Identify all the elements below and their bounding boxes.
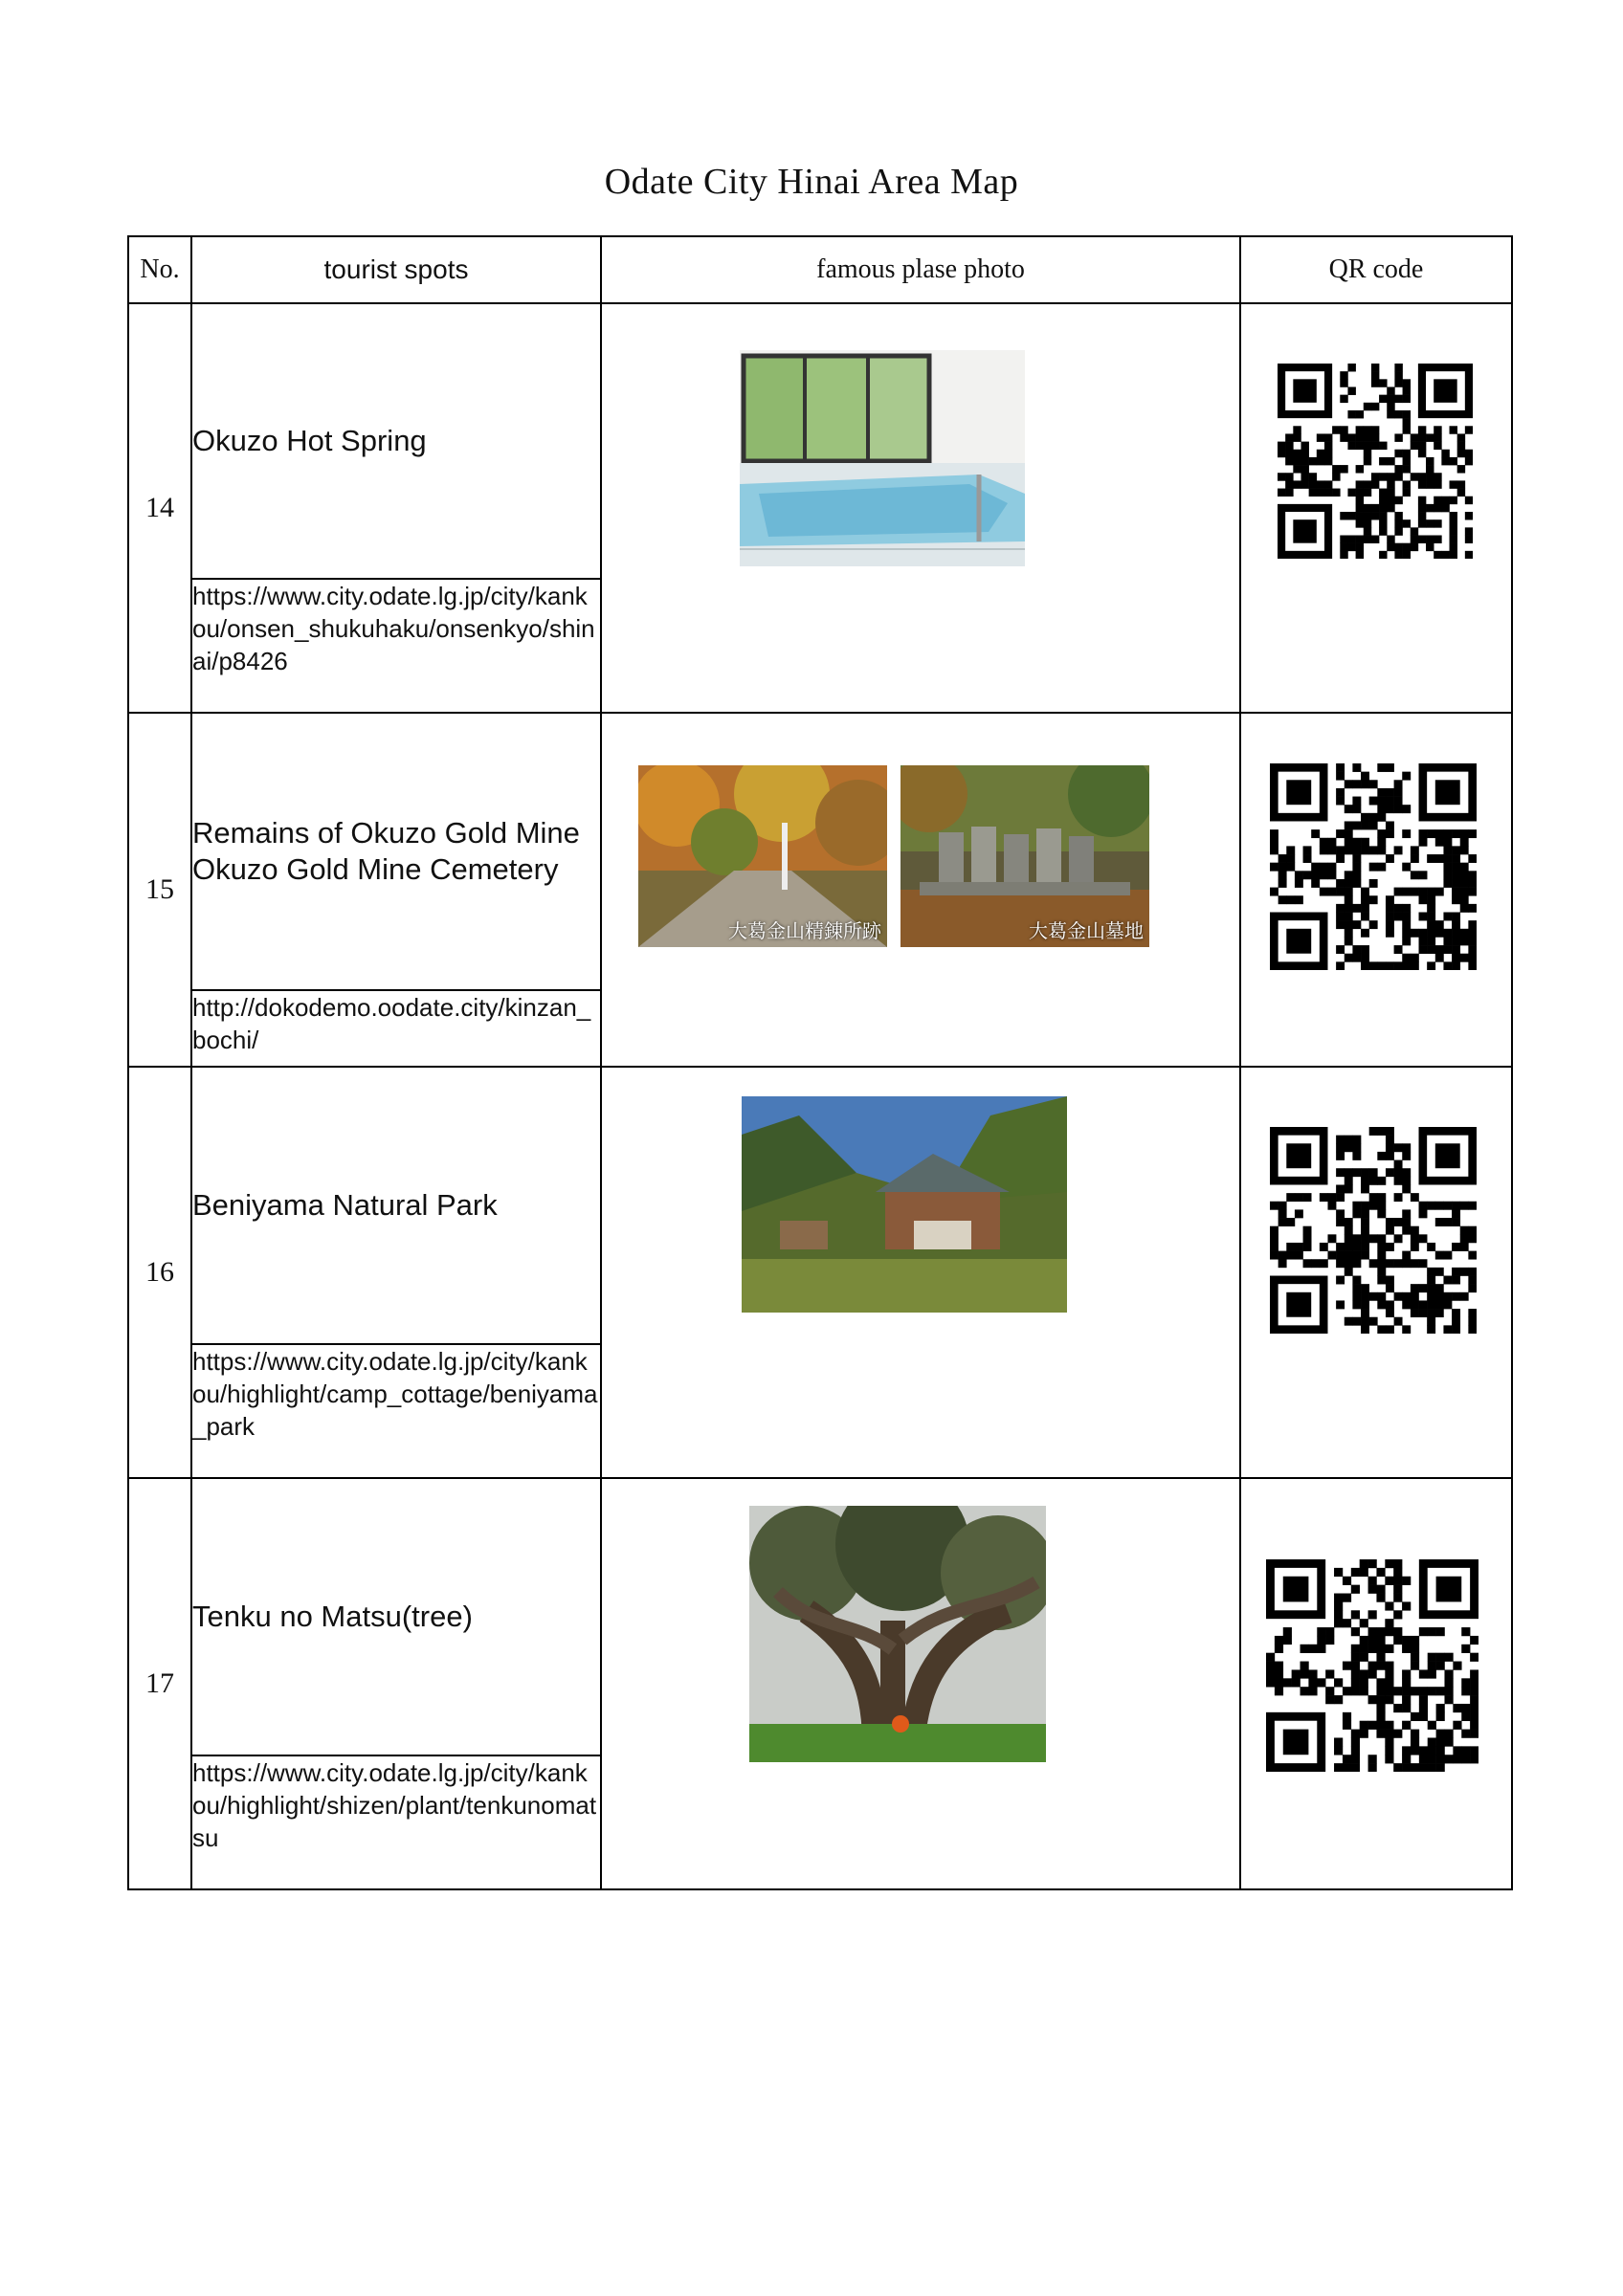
photo-cell xyxy=(601,713,1240,1067)
photo-cell xyxy=(601,1478,1240,1889)
spot-url-link[interactable]: https://www.city.odate.lg.jp/city/kankou/highlight/shizen/plant/tenkunomatsu xyxy=(191,1755,601,1889)
table-row xyxy=(128,713,1512,990)
photo-caption: 大葛金山精錬所跡 xyxy=(728,919,881,942)
table-row xyxy=(128,303,1512,579)
header-qr-code: QR code xyxy=(1240,236,1512,303)
qr-cell xyxy=(1240,713,1512,1067)
gold-mine-remains-photo xyxy=(638,765,887,947)
row-number: 15 xyxy=(128,713,191,1067)
cottage-park-photo xyxy=(742,1096,1067,1313)
spot-name: Remains of Okuzo Gold Mine Okuzo Gold Mine Cemetery xyxy=(191,713,601,990)
gold-mine-cemetery-photo xyxy=(900,765,1149,947)
qr-code-icon[interactable] xyxy=(1270,1127,1477,1338)
qr-cell xyxy=(1240,1067,1512,1478)
spot-name: Beniyama Natural Park xyxy=(191,1067,601,1344)
qr-cell xyxy=(1240,303,1512,713)
row-number: 16 xyxy=(128,1067,191,1478)
qr-code-icon[interactable] xyxy=(1270,763,1477,975)
hot-spring-bath-photo xyxy=(740,350,1025,566)
qr-code-icon[interactable] xyxy=(1266,1559,1478,1777)
spot-name: Tenku no Matsu(tree) xyxy=(191,1478,601,1755)
table-row xyxy=(128,1478,1512,1755)
pine-tree-photo xyxy=(749,1506,1046,1762)
header-photo: famous plase photo xyxy=(601,236,1240,303)
page-title: Odate City Hinai Area Map xyxy=(604,162,1019,202)
spot-url-link[interactable]: https://www.city.odate.lg.jp/city/kankou/highlight/camp_cottage/beniyama_park xyxy=(191,1344,601,1478)
header-tourist-spots: tourist spots xyxy=(191,236,601,303)
photo-caption: 大葛金山墓地 xyxy=(1029,919,1144,942)
spot-name: Okuzo Hot Spring xyxy=(191,303,601,579)
qr-code-icon[interactable] xyxy=(1278,364,1473,563)
header-no: No. xyxy=(128,236,191,303)
row-number: 14 xyxy=(128,303,191,713)
photo-cell xyxy=(601,1067,1240,1478)
spot-url-link[interactable]: http://dokodemo.oodate.city/kinzan_bochi/ xyxy=(191,990,601,1067)
tourist-spots-table xyxy=(127,235,1513,1890)
table-row xyxy=(128,1067,1512,1344)
qr-cell xyxy=(1240,1478,1512,1889)
row-number: 17 xyxy=(128,1478,191,1889)
header-row xyxy=(128,236,1512,303)
spot-url-link[interactable]: https://www.city.odate.lg.jp/city/kankou/onsen_shukuhaku/onsenkyo/shinai/p8426 xyxy=(191,579,601,713)
photo-cell xyxy=(601,303,1240,713)
